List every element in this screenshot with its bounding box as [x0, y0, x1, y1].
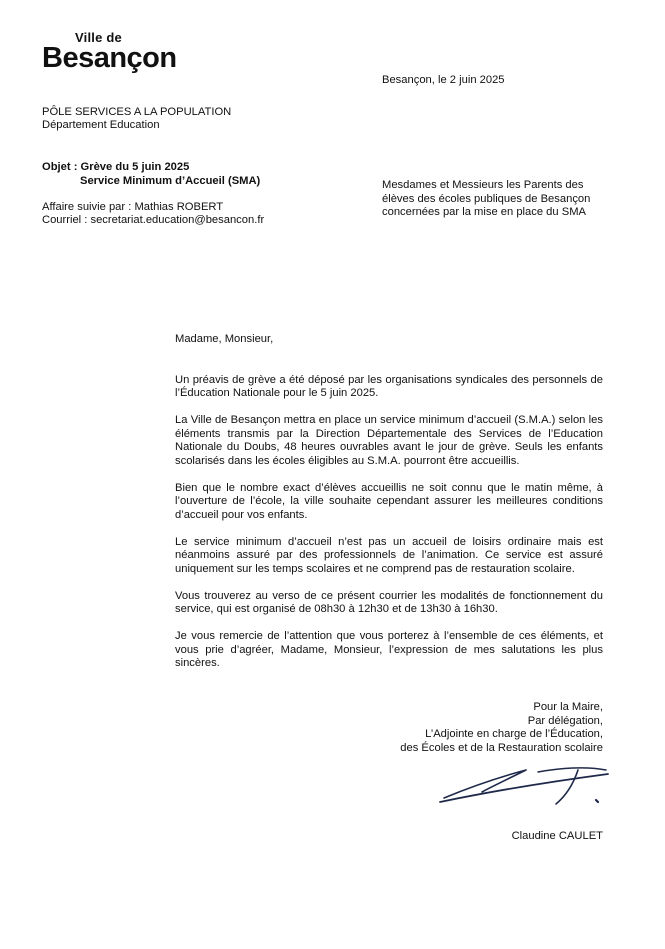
signer-name: Claudine CAULET [511, 830, 603, 842]
paragraph: Un préavis de grève a été déposé par les organisations syndicales des personnels de l’Éducation Nationale pour le 5 juin 2025. [175, 373, 603, 399]
salutation: Madame, Monsieur, [175, 333, 274, 345]
logo-ville-de: Ville de [75, 30, 122, 45]
handwritten-signature [438, 762, 613, 814]
paragraph: Je vous remercie de l’attention que vous porterez à l’ensemble de ces éléments, et vous prie d’agréer, Madame, Monsieur, l’expression de mes salutations les plus sincères. [175, 630, 603, 669]
case-handler: Affaire suivie par : Mathias ROBERT [42, 201, 224, 213]
paragraph: Vous trouverez au verso de ce présent courrier les modalités de fonctionnement du service, qui est organisé de 08h30 à 12h30 et de 13h30 à 16h30. [175, 589, 603, 615]
signature-line: L’Adjointe en charge de l’Éducation, [425, 728, 603, 740]
subject-line-2: Service Minimum d’Accueil (SMA) [80, 175, 261, 187]
signature-line: Par délégation, [527, 714, 603, 727]
case-email: Courriel : secretariat.education@besancon.fr [42, 214, 265, 226]
paragraph: Bien que le nombre exact d’élèves accueillis ne soit connu que le matin même, à l’ouverture de l’école, la ville souhaite cependant assurer les meilleures conditions d’accueil pour vos enfants. [175, 481, 603, 521]
subject [42, 160, 260, 188]
signature-block [400, 701, 603, 755]
logo-besancon: Besançon [42, 42, 177, 74]
case-info [42, 201, 264, 227]
sender-department [42, 106, 231, 132]
signature-line: des Écoles et de la Restauration scolaire [400, 741, 603, 754]
pole-label: PÔLE SERVICES A LA POPULATION [42, 106, 232, 118]
paragraph: La Ville de Besançon mettra en place un service minimum d’accueil (S.M.A.) selon les éléments transmis par la Direction Départementale des Services de l’Education Nationale du Doubs, 48 heures ouvrables avant le jour de grève. Seuls les enfants scolarisés dans les écoles éligibles au S.M.A. pourront être accueillis. [175, 414, 603, 467]
place-date: Besançon, le 2 juin 2025 [382, 74, 505, 86]
subject-line-1: Objet : Grève du 5 juin 2025 [42, 161, 190, 173]
recipient: Mesdames et Messieurs les Parents des élèves des écoles publiques de Besançon concernées par la mise en place du SMA [382, 179, 591, 218]
signature-line: Pour la Maire, [533, 701, 603, 713]
departement-label: Département Education [42, 119, 160, 131]
letter-body [175, 333, 603, 684]
paragraph: Le service minimum d’accueil n’est pas un accueil de loisirs ordinaire mais est néanmoins assuré par des professionnels de l’animation. Ce service est assuré uniquement sur les temps scolaires et ne comprend pas de restauration scolaire. [175, 535, 603, 575]
